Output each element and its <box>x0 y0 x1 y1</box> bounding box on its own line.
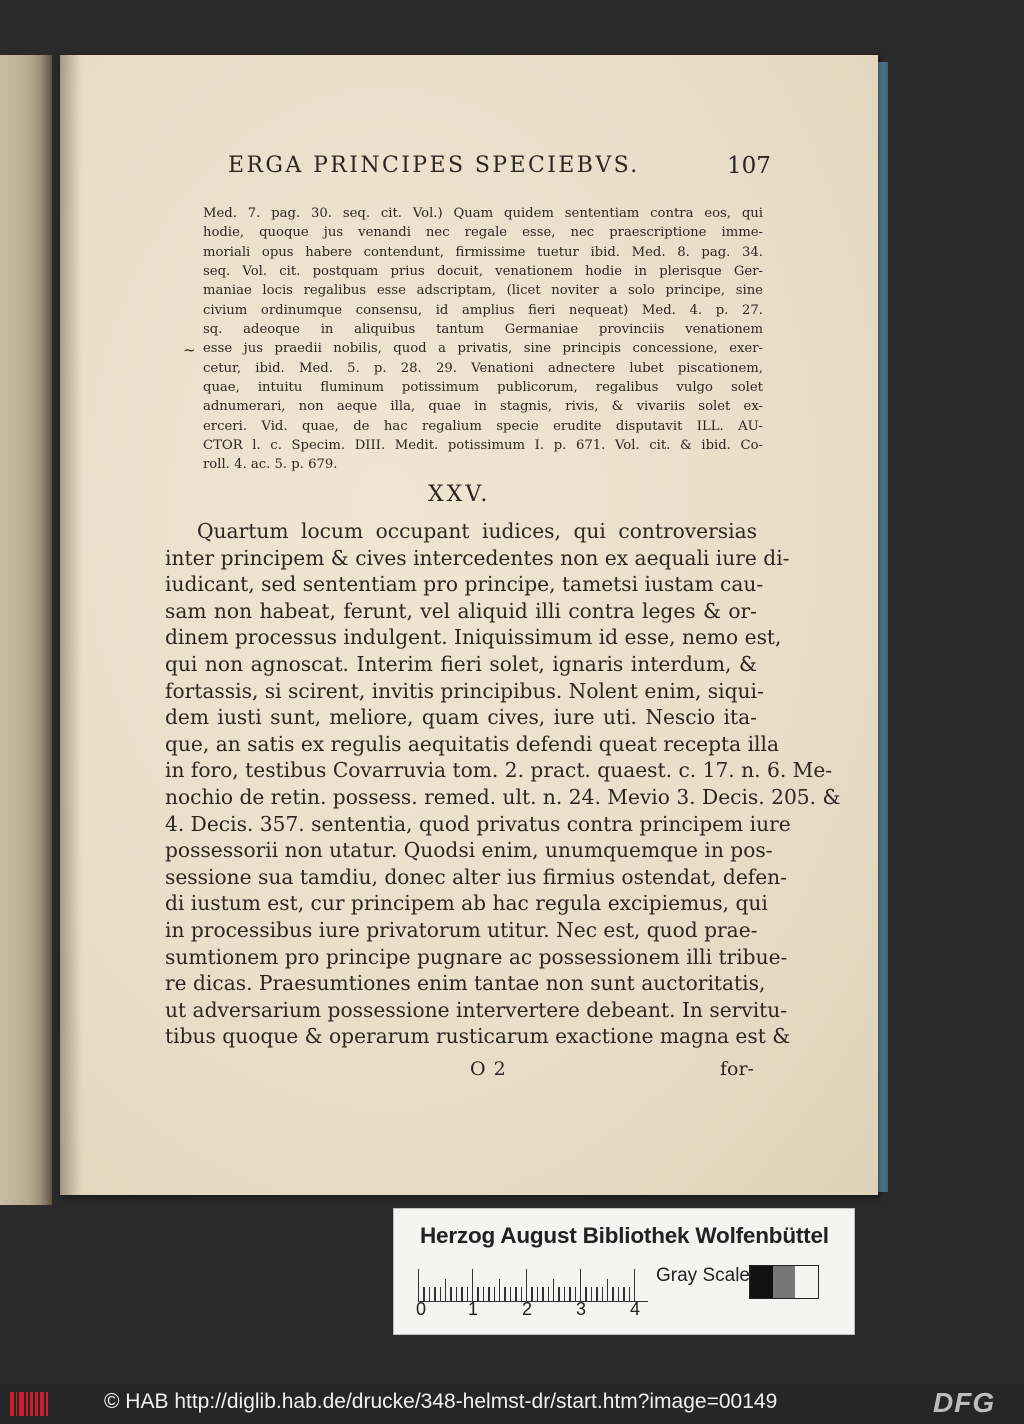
section-heading: XXV. <box>428 482 491 507</box>
ruler-tick <box>418 1269 419 1301</box>
hab-barcode-icon <box>10 1392 48 1416</box>
footnote-line: quae, intuitu fluminum potissimum publicorum, regalibus vulgo solet <box>203 380 763 396</box>
footnote-line: CTOR l. c. Specim. DIII. Medit. potissimum I. p. 671. Vol. cit. & ibid. Co- <box>203 438 763 454</box>
ruler-tick <box>634 1269 635 1301</box>
library-color-card <box>393 1208 855 1335</box>
footnote-line: Med. 7. pag. 30. seq. cit. Vol.) Quam quidem sententiam contra eos, qui <box>203 206 763 221</box>
footer-bar <box>0 1384 1024 1424</box>
body-line: re dicas. Praesumtiones enim tantae non sunt auctoritatis, <box>165 971 766 996</box>
page-number: 107 <box>727 153 771 179</box>
gray-swatch-dark <box>750 1266 773 1298</box>
signature-mark: O 2 <box>470 1058 507 1080</box>
gray-scale-label: Gray Scale <box>656 1265 750 1286</box>
footnote-line: civium ordinumque consensu, id amplius fieri nequeat) Med. 4. p. 27. <box>203 302 763 318</box>
footnote-line: moriali opus habere contendunt, firmissime tuetur ibid. Med. 8. pag. 34. <box>203 244 763 260</box>
running-head: ERGA PRINCIPES SPECIEBVS. <box>228 153 640 178</box>
footnote <box>203 204 763 475</box>
body-line: inter principem & cives intercedentes non ex aequali iure di- <box>165 545 790 570</box>
body-line: di iustum est, cur principem ab hac regula excipiemus, qui <box>165 891 768 916</box>
footnote-line: cetur, ibid. Med. 5. p. 28. 29. Venationi adnectere lubet piscationem, <box>203 360 763 376</box>
footnote-line: adnumerari, non aeque illa, quae in stagnis, rivis, & vivariis solet ex- <box>203 399 763 415</box>
ruler-tick <box>553 1279 554 1301</box>
ruler-tick <box>499 1279 500 1301</box>
library-name: Herzog August Bibliothek Wolfenbüttel <box>420 1223 829 1248</box>
footnote-line: esse jus praedii nobilis, quod a privatis, sine principis concessione, exer- <box>203 341 763 357</box>
footnote-line: seq. Vol. cit. postquam prius docuit, venationem hodie in plerisque Ger- <box>203 264 763 280</box>
body-line: dinem processus indulgent. Iniquissimum id esse, nemo est, <box>165 625 782 650</box>
gray-swatch-mid <box>773 1266 796 1298</box>
gray-swatch-light <box>795 1266 818 1298</box>
body-line: qui non agnoscat. Interim fieri solet, ignaris interdum, & <box>165 651 757 676</box>
body-line: in foro, testibus Covarruvia tom. 2. pract. quaest. c. 17. n. 6. Me- <box>165 758 833 783</box>
ruler-tick <box>526 1269 527 1301</box>
footnote-line: hodie, quoque jus venandi nec regale esse, nec praescriptione imme- <box>203 225 763 241</box>
ruler-label: 1 <box>468 1299 479 1319</box>
body-line: nochio de retin. possess. remed. ult. n. 24. Mevio 3. Decis. 205. & <box>165 784 841 809</box>
body-line: 4. Decis. 357. sententia, quod privatus contra principem iure <box>165 811 791 836</box>
gray-scale-swatches <box>749 1265 819 1299</box>
margin-mark: ~ <box>183 341 196 359</box>
footer-url[interactable]: © HAB http://diglib.hab.de/drucke/348-helmst-dr/start.htm?image=00149 <box>104 1390 778 1413</box>
body-line: iudicant, sed sententiam pro principe, tametsi iustam cau- <box>165 572 764 597</box>
ruler-labels <box>412 1299 652 1323</box>
ruler-tick <box>445 1279 446 1301</box>
body-line: possessorii non utatur. Quodsi enim, unumquemque in pos- <box>165 838 773 863</box>
ruler-tick <box>580 1269 581 1301</box>
catchword: for- <box>720 1058 754 1080</box>
ruler-tick <box>472 1269 473 1301</box>
body-line: dem iusti sunt, meliore, quam cives, iure uti. Nescio ita- <box>165 705 757 730</box>
ruler-label: 0 <box>416 1299 427 1319</box>
dfg-logo: DFG <box>933 1387 996 1418</box>
gutter-shadow <box>60 55 82 1195</box>
ruler-label: 4 <box>630 1299 641 1319</box>
ruler-label: 2 <box>522 1299 533 1319</box>
body-line: ut adversarium possessione intervertere debeant. In servitu- <box>165 997 788 1022</box>
body-text <box>165 518 841 1050</box>
footnote-line: sq. adeoque in aliquibus tantum Germaniae provinciis venationem <box>203 322 763 338</box>
body-line: que, an satis ex regulis aequitatis defendi queat recepta illa <box>165 731 779 756</box>
footnote-line: maniae locis regalibus esse adscriptam, (licet noviter a solo principe, sine <box>203 283 763 299</box>
body-line: sessione sua tamdiu, donec alter ius firmius ostendat, defen- <box>165 864 788 889</box>
footnote-line: erceri. Vid. quae, de hac regalium specie erudite disputavit ILL. AU- <box>203 418 763 434</box>
body-line: sumtionem pro principe pugnare ac possessionem illi tribue- <box>165 944 788 969</box>
body-line: sam non habeat, ferunt, vel aliquid illi contra leges & or- <box>165 598 757 623</box>
body-line: Quartum locum occupant iudices, qui controversias <box>197 519 757 543</box>
scale-ruler <box>418 1267 648 1302</box>
footnote-line: roll. 4. ac. 5. p. 679. <box>203 457 338 473</box>
ruler-tick <box>607 1279 608 1301</box>
body-line: fortassis, si scirent, invitis principibus. Nolent enim, siqui- <box>165 678 764 703</box>
body-line: tibus quoque & operarum rusticarum exactione magna est & <box>165 1024 791 1049</box>
body-line: in processibus iure privatorum utitur. Nec est, quod prae- <box>165 917 758 942</box>
ruler-label: 3 <box>576 1299 587 1319</box>
facing-page-edge <box>40 55 52 1205</box>
